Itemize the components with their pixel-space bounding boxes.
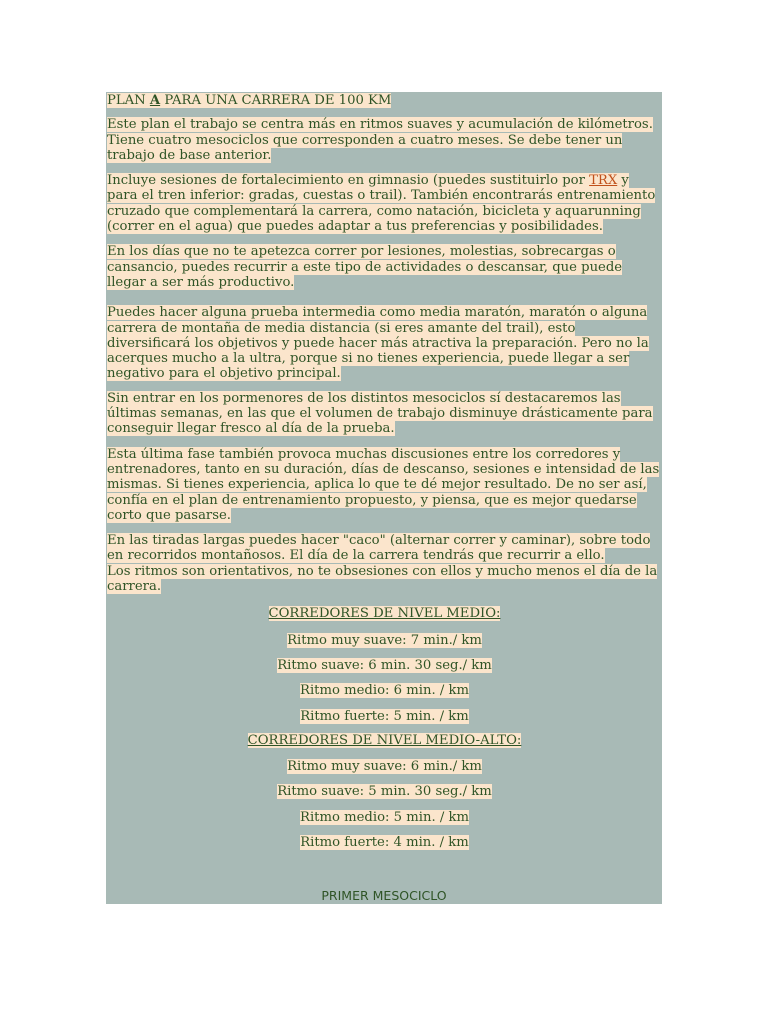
section-heading-primer-mesociclo: PRIMER MESOCICLO bbox=[321, 888, 447, 903]
rhythm-item: Ritmo muy suave: 6 min./ km bbox=[287, 759, 482, 775]
trx-link[interactable]: TRX bbox=[589, 173, 618, 189]
paragraph-long-runs: En las tiradas largas puedes hacer "caco" (alternar correr y caminar), sobre todo en recorridos montañosos. El día de la carrera tendrás que recurrir a ello. Los ritmos son orientativos, no te obsesiones con ellos y mucho menos el día de la carrera. bbox=[107, 533, 658, 595]
paragraph-strength: Incluye sesiones de fortalecimiento en gimnasio (puedes sustituirlo por TRX y para el tren inferior: gradas, cuestas o trail). También encontrarás entrenamiento cruzado que complementará la carrera, como natación, bicicleta y aquarunning (correr en el agua) que puedes adaptar a tus preferencias y posibilidades. bbox=[107, 173, 656, 235]
rhythm-item: Ritmo suave: 5 min. 30 seg./ km bbox=[277, 784, 492, 800]
paragraph-intro: Este plan el trabajo se centra más en ritmos suaves y acumulación de kilómetros. Tiene cuatro mesociclos que corresponden a cuatro meses. Se debe tener un trabajo de base anterior. bbox=[107, 117, 653, 163]
plan-title: PLAN A PARA UNA CARRERA DE 100 KM bbox=[107, 93, 392, 108]
heading-nivel-medio-alto: CORREDORES DE NIVEL MEDIO-ALTO: bbox=[247, 732, 522, 748]
paragraph-intermediate-race: Puedes hacer alguna prueba intermedia como media maratón, maratón o alguna carrera de montaña de media distancia (si eres amante del trail), esto diversificará los objetivos y puede hacer más atractiva la preparación. Pero no la acerques mucho a la ultra, porque si no tienes experiencia, puede llegar a ser negativo para el objetivo principal. bbox=[107, 305, 649, 382]
rhythm-item: Ritmo medio: 5 min. / km bbox=[300, 809, 469, 825]
rhythm-item: Ritmo fuerte: 5 min. / km bbox=[300, 708, 469, 724]
document-panel bbox=[106, 92, 662, 904]
paragraph-last-weeks: Sin entrar en los pormenores de los distintos mesociclos sí destacaremos las últimas semanas, en las que el volumen de trabajo disminuye drásticamente para conseguir llegar fresco al día de la prueba. bbox=[107, 390, 653, 437]
rhythm-item: Ritmo fuerte: 4 min. / km bbox=[300, 834, 469, 850]
rhythm-item: Ritmo muy suave: 7 min./ km bbox=[287, 632, 482, 648]
rhythm-item: Ritmo medio: 6 min. / km bbox=[300, 683, 469, 699]
heading-nivel-medio: CORREDORES DE NIVEL MEDIO: bbox=[268, 606, 501, 622]
paragraph-final-phase: Esta última fase también provoca muchas discusiones entre los corredores y entrenadores, tanto en su duración, días de descanso, sesiones e intensidad de las mismas. Si tienes experiencia, aplica lo que te dé mejor resultado. De no ser así, confía en el plan de entrenamiento propuesto, y piensa, que es mejor quedarse corto que pasarse. bbox=[107, 446, 660, 523]
paragraph-rest-days: En los días que no te apetezca correr por lesiones, molestias, sobrecargas o cansancio, puedes recurrir a este tipo de actividades o descansar, que puede llegar a ser más productivo. bbox=[107, 244, 623, 290]
rhythm-item: Ritmo suave: 6 min. 30 seg./ km bbox=[277, 657, 492, 673]
